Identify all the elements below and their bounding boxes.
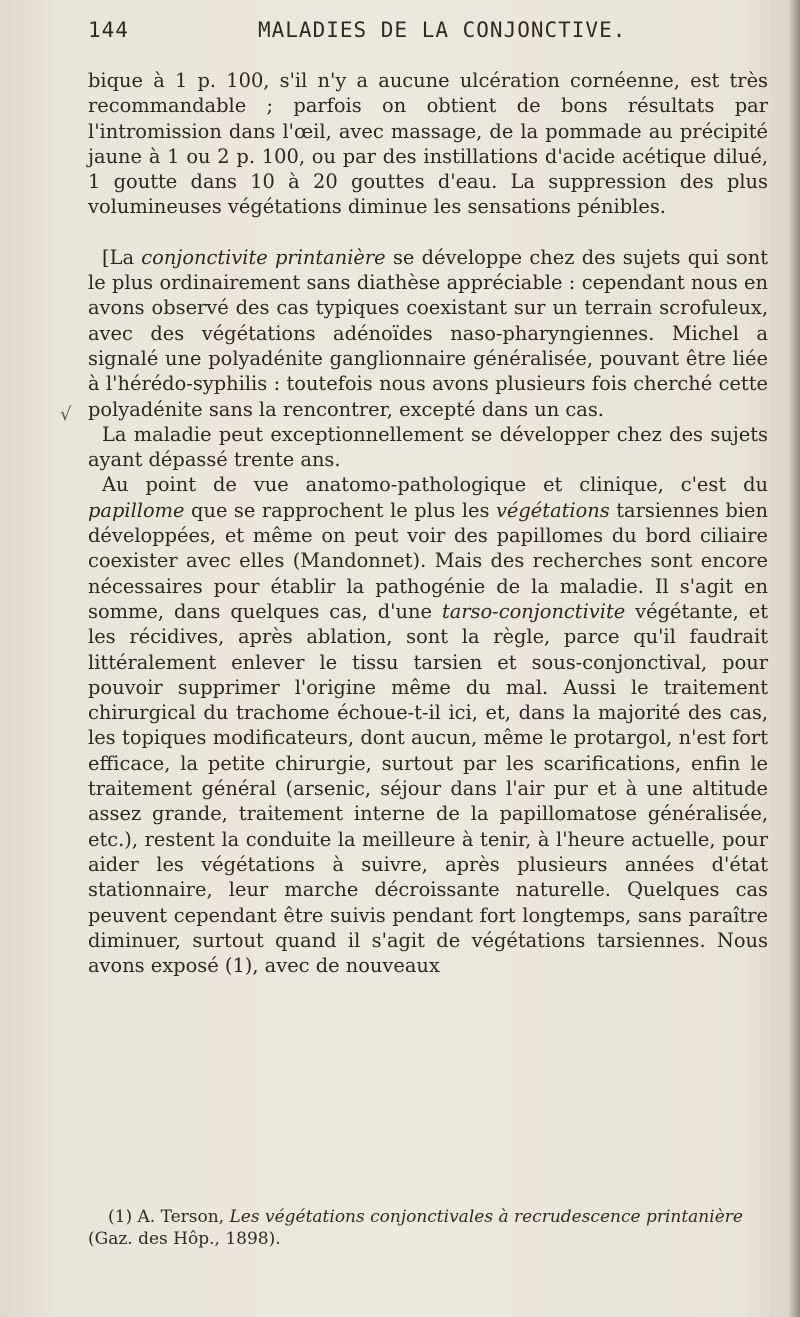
page-number: 144 <box>88 18 129 42</box>
paragraph-4-text-a: Au point de vue anatomo-pathologique et clinique, c'est du <box>102 473 768 497</box>
footnote-suffix: (Gaz. des Hôp., 1898). <box>88 1229 281 1249</box>
footnote-title: Les végétations conjonctivales à recrudescence printanière <box>229 1207 743 1227</box>
page-header <box>88 18 768 52</box>
paragraph-2-emphasis: conjonctivite printanière <box>141 245 386 269</box>
page-edge <box>790 0 800 1317</box>
paragraph-4-emphasis-2: végétations <box>495 498 610 522</box>
footnote-prefix: (1) A. Terson, <box>108 1207 230 1227</box>
paragraph-4 <box>88 472 768 978</box>
paragraph-4-text-b: que se rapprochent le plus les <box>184 498 496 522</box>
running-title: MALADIES DE LA CONJONCTIVE. <box>258 18 627 42</box>
paragraph-1: bique à 1 p. 100, s'il n'y a aucune ulcération cornéenne, est très recommandable ; parfois on obtient de bons résultats par l'intromission dans l'œil, avec massage, de la pommade au précipité jaune à 1 ou 2 p. 100, ou par des instillations d'acide acétique dilué, 1 goutte dans 10 à 20 gouttes d'eau. La suppression des plus volumineuses végétations diminue les sensations pénibles. <box>88 69 768 219</box>
margin-pencil-mark: √ <box>60 404 72 425</box>
footnote <box>88 1206 768 1250</box>
paragraph-2-open: [La <box>102 245 142 269</box>
paragraph-2-text: se développe chez des sujets qui sont le plus ordinairement sans diathèse appréciable : cependant nous en avons observé des cas typiques coexistant sur un terrain scrofuleux, avec des végétations adénoïdes naso-pharyngiennes. Michel a signalé une polyadénite ganglionnaire généralisée, pouvant être liée à l'hérédo-syphilis : toutefois nous avons plusieurs fois cherché cette polyadénite sans la rencontrer, excepté dans un cas. <box>88 245 769 421</box>
paragraph-4-emphasis-3: tarso-conjonctivite <box>441 599 626 623</box>
paragraph-4-emphasis-1: papillome <box>88 498 185 522</box>
body-text <box>88 68 768 978</box>
paragraph-4-text-d: végétante, et les récidives, après ablation, sont la règle, parce qu'il faudrait littéralement enlever le tissu tarsien et sous-conjonctival, pour pouvoir supprimer l'origine même du mal. Aussi le traitement chirurgical du trachome échoue-t-il ici, et, dans la majorité des cas, les topiques modificateurs, dont aucun, même le protargol, n'est fort efficace, la petite chirurgie, surtout par les scarifications, enfin le traitement général (arsenic, séjour dans l'air pur et à une altitude assez grande, traitement interne de la papillomatose généralisée, etc.), restent la conduite la meilleure à tenir, à l'heure actuelle, pour aider les végétations à suivre, après plusieurs années d'état stationnaire, leur marche décroissante naturelle. Quelques cas peuvent cependant être suivis pendant fort longtemps, sans paraître diminuer, surtout quand il s'agit de végétations tarsiennes. Nous avons exposé (1), avec de nouveaux <box>88 599 769 978</box>
paragraph-4-text-c: tarsiennes bien développées, et même on peut voir des papillomes du bord ciliaire coexister avec elles (Mandonnet). Mais des recherches sont encore nécessaires pour établir la pathogénie de la maladie. Il s'agit en somme, dans quelques cas, d'une <box>88 498 768 623</box>
paragraph-3: La maladie peut exceptionnellement se développer chez des sujets ayant dépassé trente ans. <box>88 422 768 472</box>
paragraph-2 <box>88 245 768 422</box>
